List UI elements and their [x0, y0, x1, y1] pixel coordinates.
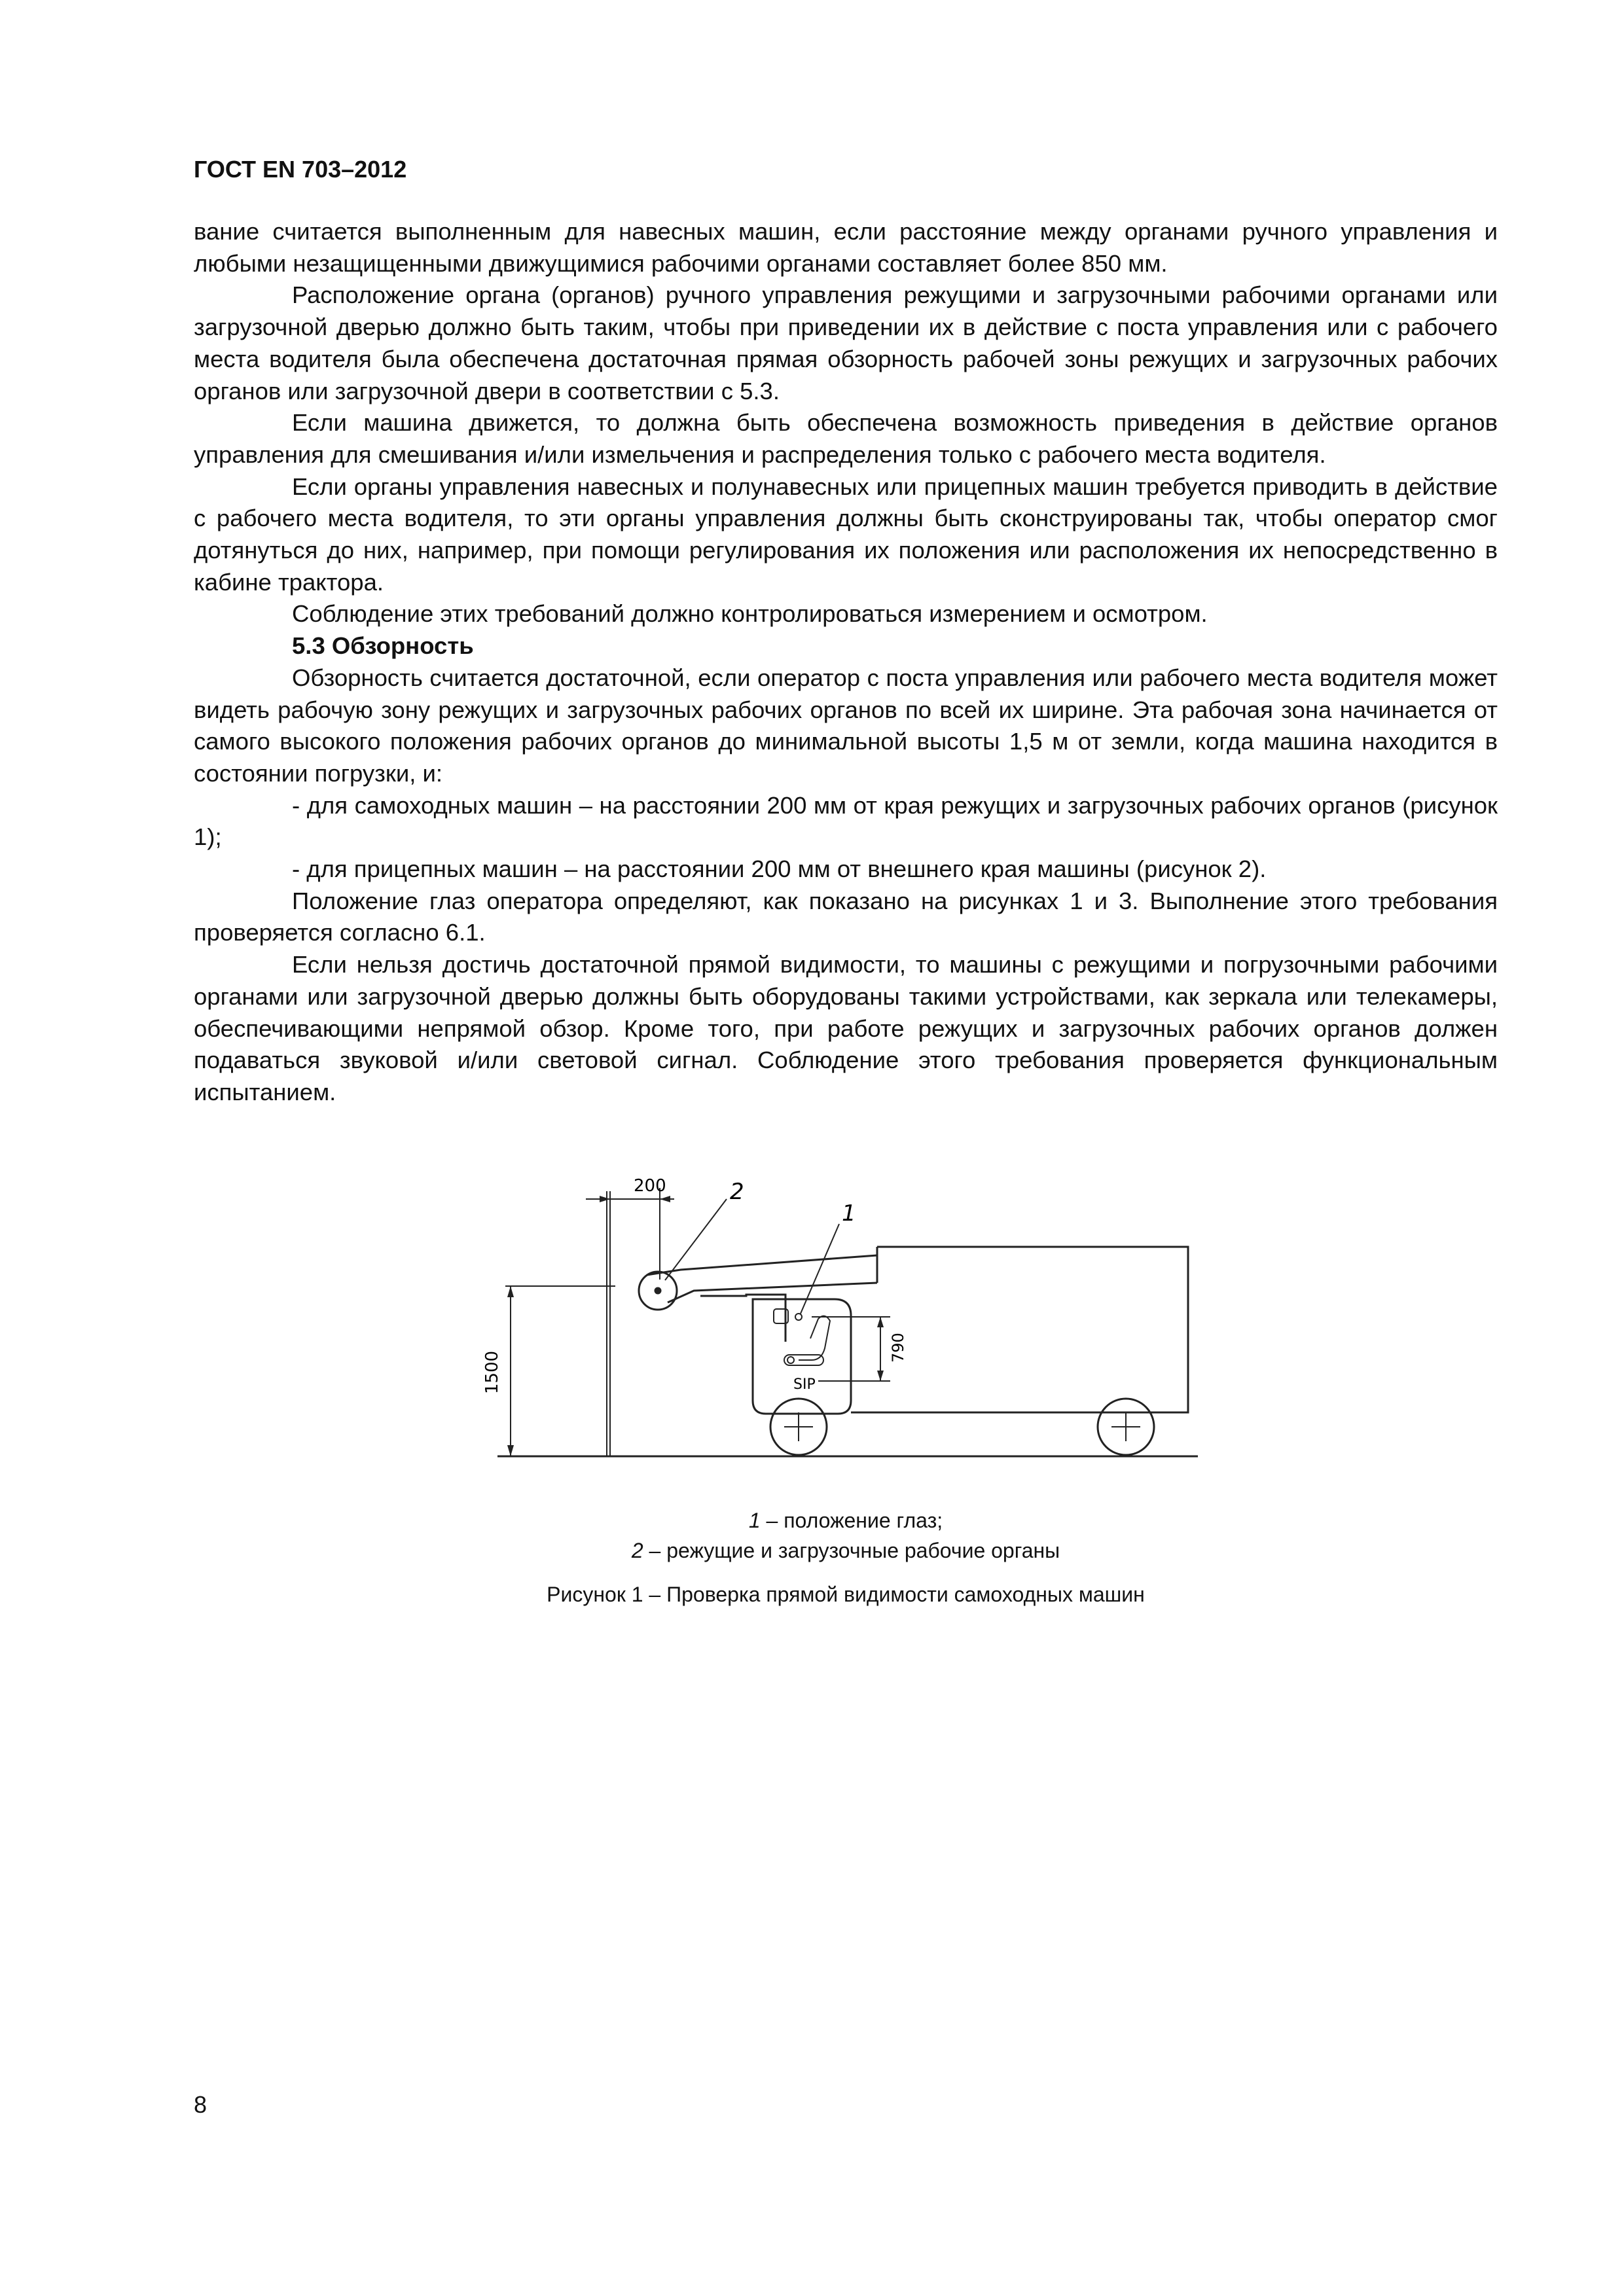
machine-body	[851, 1247, 1188, 1412]
list-item: - для прицепных машин – на расстоянии 200 мм от внешнего края машины (рисунок 2).	[292, 855, 1267, 883]
paragraph: Положение глаз оператора определяют, как показано на рисунках 1 и 3. Выполнение этого требования проверяется согласно 6.1.	[194, 887, 1498, 946]
legend-item: 1 – положение глаз;	[748, 1509, 943, 1532]
paragraph: Обзорность считается достаточной, если оператор с поста управления или рабочего места водителя может видеть рабочую зону режущих и загрузочных рабочих органов по всей их ширине. Эта рабочая зона начинается от самого высокого положения рабочих органов до минимальной высоты 1,5 м от земли, когда машина находится в состоянии погрузки, и:	[194, 664, 1498, 787]
dim-1500-label: 1500	[482, 1350, 502, 1394]
section-heading: 5.3 Обзорность	[292, 632, 474, 660]
paragraph: Если органы управления навесных и полунавесных или прицепных машин требуется приводить в действие с рабочего места водителя, то эти органы управления должны быть сконструированы так, чтобы оператор смог дотянуться до них, например, при помощи регулирования их положения или расположения их непосредственно в кабине трактора.	[194, 473, 1498, 596]
list-item: - для самоходных машин – на расстоянии 200 мм от края режущих и загрузочных рабочих органов (рисунок 1);	[194, 791, 1498, 851]
dim-790-label: 790	[889, 1333, 907, 1363]
seat	[799, 1316, 830, 1360]
callout-1-label: 1	[842, 1200, 856, 1227]
figure-caption: Рисунок 1 – Проверка прямой видимости самоходных машин	[547, 1583, 1145, 1606]
paragraph: Расположение органа (органов) ручного управления режущими и загрузочными рабочими органами или загрузочной дверью должно быть таким, чтобы при приведении их в действие с поста управления или с рабочего места водителя была обеспечена достаточная прямая обзорность рабочей зоны режущих и загрузочных рабочих органов или загрузочной двери в соответствии с 5.3.	[194, 281, 1498, 404]
paragraph: вание считается выполненным для навесных машин, если расстояние между органами ручного управления и любыми незащищенными движущимися рабочими органами составляет более 850 мм.	[194, 218, 1498, 277]
machine-diagram	[471, 1152, 1218, 1492]
legend-item: 2 – режущие и загрузочные рабочие органы	[631, 1539, 1060, 1562]
page-number: 8	[194, 2091, 208, 2118]
figure-legend	[194, 1505, 1498, 1566]
document-header: ГОСТ EN 703–2012	[194, 156, 407, 183]
eye-point	[795, 1314, 802, 1320]
figure-1-diagram	[471, 1152, 1218, 1492]
dim-200-label: 200	[634, 1176, 666, 1196]
paragraph: Если нельзя достичь достаточной прямой видимости, то машины с режущими и погрузочными рабочими органами или загрузочной дверью должны быть оборудованы такими устройствами, как зеркала или телекамеры, обеспечивающими непрямой обзор. Кроме того, при работе режущих и загрузочных рабочих органов должен подаваться звуковой и/или световой сигнал. Соблюдение этого требования проверяется функциональным испытанием.	[194, 951, 1498, 1105]
callout-2-label: 2	[730, 1179, 744, 1205]
paragraph: Если машина движется, то должна быть обеспечена возможность приведения в действие органов управления для смешивания и/или измельчения и распределения только с рабочего места водителя.	[194, 409, 1498, 468]
sip-label: SIP	[793, 1376, 816, 1393]
paragraph: Соблюдение этих требований должно контролироваться измерением и осмотром.	[292, 600, 1208, 628]
body-text	[194, 216, 1498, 1109]
